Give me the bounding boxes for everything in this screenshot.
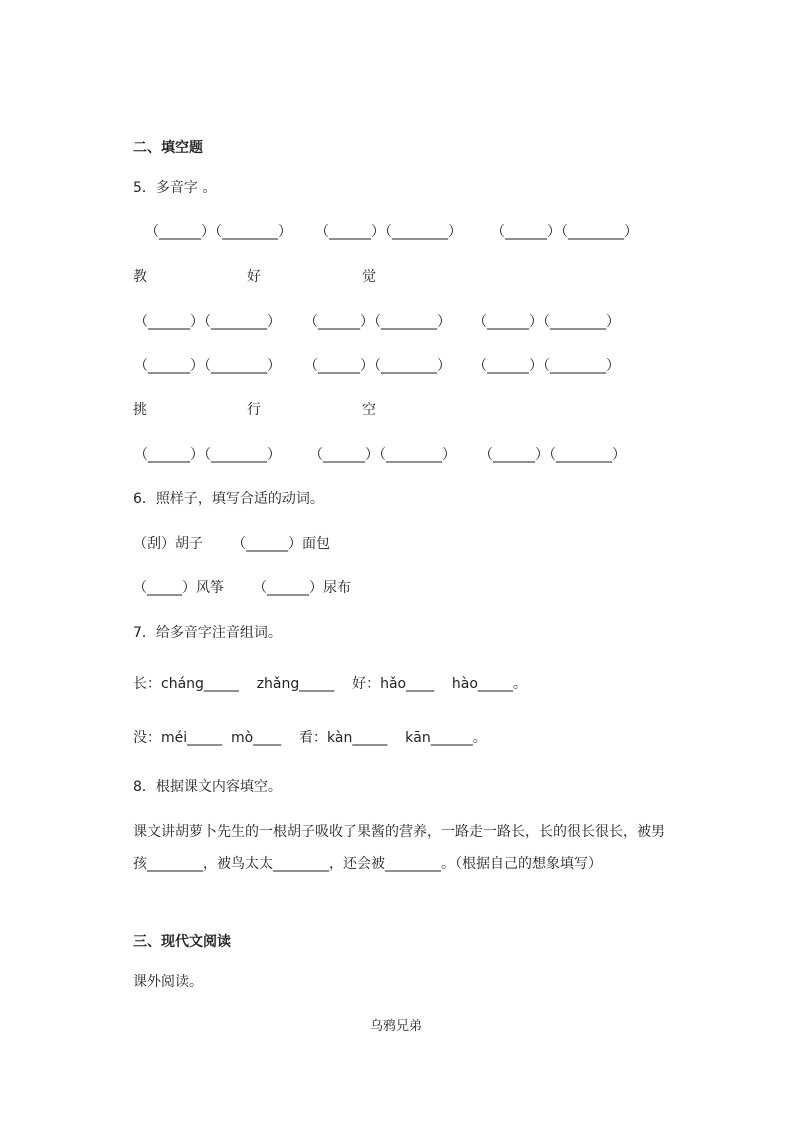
polyphone-char: 行 [247,402,261,418]
story-line: 孩________，被鸟太太________，还会被________。（根据自己的想象填写） [133,856,602,872]
polyphone-char: 教 [133,269,147,285]
blank-pair: （______）（________） [491,224,638,240]
polyphone-char: 好 [247,269,261,285]
verb-blank: （_____）风筝 [133,580,224,596]
section-heading-fill-blank: 二、填空题 [133,140,203,156]
verb-blank: （______）面包 [232,536,330,552]
blank-pair: （______）（________） [145,224,292,240]
blank-pair: （______）（________） [304,314,451,330]
verb-example: （刮）胡子 [133,536,203,552]
blank-pair: （______）（________） [479,447,626,463]
question-7-title: 7．给多音字注音组词。 [133,625,282,641]
blank-pair: （______）（________） [315,224,462,240]
blank-pair: （______）（________） [309,447,456,463]
blank-pair: （______）（________） [134,314,281,330]
polyphone-char: 挑 [133,402,147,418]
blank-pair: （______）（________） [473,314,620,330]
blank-pair: （______）（________） [134,358,281,374]
section-heading-reading: 三、现代文阅读 [133,934,231,950]
passage-title: 乌鸦兄弟 [370,1019,423,1034]
verb-blank: （______）尿布 [253,580,351,596]
blank-pair: （______）（________） [473,358,620,374]
question-8-title: 8．根据课文内容填空。 [133,779,282,795]
polyphone-char: 觉 [362,269,376,285]
question-6-title: 6．照样子，填写合适的动词。 [133,491,324,507]
blank-pair: （______）（________） [304,358,451,374]
pinyin-line: 没：méi_____ mò____ 看：kàn_____ kān______。 [133,730,487,746]
question-5-title: 5．多音字 。 [133,180,217,196]
reading-intro: 课外阅读。 [133,974,203,990]
story-line: 课文讲胡萝卜先生的一根胡子吸收了果酱的营养，一路走一路长，长的很长很长，被男 [133,824,665,840]
pinyin-line: 长：cháng_____ zhǎng_____ 好：hǎo____ hào_____。 [133,676,527,692]
blank-pair: （______）（________） [134,447,281,463]
polyphone-char: 空 [362,402,376,418]
